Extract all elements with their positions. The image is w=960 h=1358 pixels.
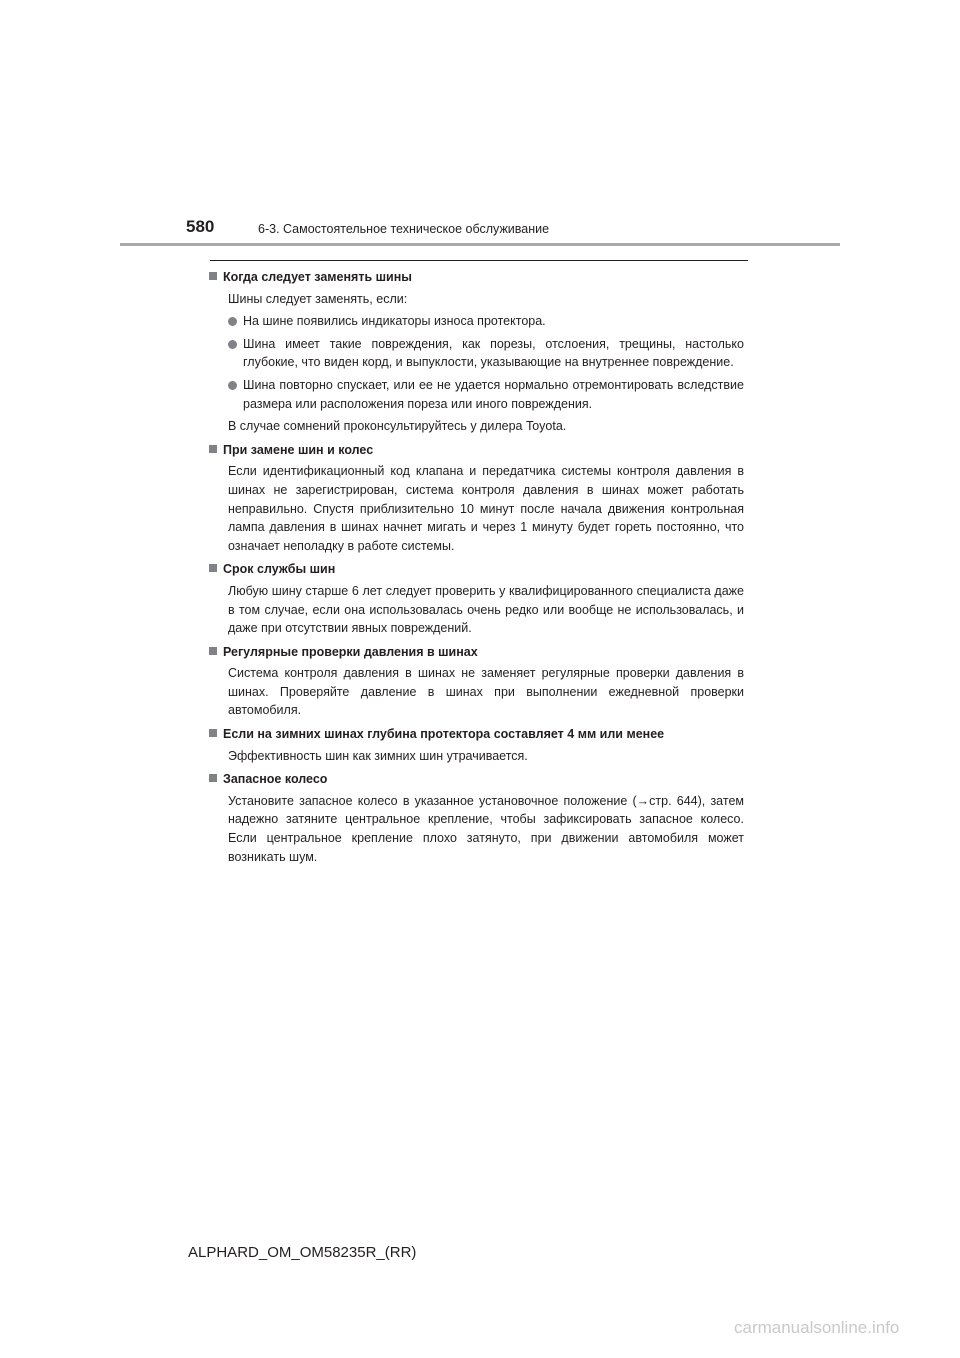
section-body: Любую шину старше 6 лет следует проверить у квалифицированного специалиста даже в том случае, если она использовалась очень редко или вообще не использовалась, и даже при отсутствии явных повреждений. xyxy=(228,583,744,636)
square-bullet-icon xyxy=(209,774,217,782)
section-heading xyxy=(209,643,744,662)
section-heading xyxy=(209,770,744,789)
round-bullet-icon xyxy=(228,317,237,326)
square-bullet-icon xyxy=(209,564,217,572)
list-item-text: На шине появились индикаторы износа протектора. xyxy=(243,314,546,329)
section-body: Система контроля давления в шинах не заменяет регулярные проверки давления в шинах. Проверяйте давление в шинах при выполнении ежедневной проверки автомобиля. xyxy=(228,666,744,718)
section-tire-replacement xyxy=(209,268,744,436)
list-item xyxy=(228,335,744,372)
round-bullet-icon xyxy=(228,340,237,349)
header-divider xyxy=(120,243,840,246)
watermark: carmanualsonline.info xyxy=(734,1318,900,1337)
section-spare-wheel xyxy=(209,770,744,866)
section-heading xyxy=(209,441,744,460)
list-item-text: Шина повторно спускает, или ее не удается нормально отремонтировать вследствие размера или расположения пореза или иного повреждения. xyxy=(243,377,744,411)
section-body: Если идентификационный код клапана и передатчика системы контроля давления в шинах не зарегистрирован, система контроля давления в шинах может работать неправильно. Спустя приблизительно 10 минут после начала движения контрольная лампа давления в шинах начнет мигать и через 1 минуту будет гореть постоянно, что означает неполадку в работе системы. xyxy=(228,464,744,553)
section-tire-wheel-change xyxy=(209,441,744,556)
section-intro: Шины следует заменять, если: xyxy=(228,291,408,306)
section-heading-text: При замене шин и колес xyxy=(223,442,374,457)
section-heading-text: Запасное колесо xyxy=(223,772,328,787)
section-pressure-checks xyxy=(209,643,744,720)
section-heading xyxy=(209,268,744,287)
section-heading-text: Срок службы шин xyxy=(223,562,336,577)
document-code: ALPHARD_OM_OM58235R_(RR) xyxy=(188,1244,417,1261)
section-body: Установите запасное колесо в указанное установочное положение (→стр. 644), затем надежно затяните центральное крепление, чтобы зафиксировать запасное колесо. Если центральное крепление плохо затянуто, при движении автомобиля может возникать шум. xyxy=(228,793,744,864)
section-outro: В случае сомнений проконсультируйтесь у дилера Toyota. xyxy=(228,419,567,434)
section-heading xyxy=(209,725,744,744)
content-top-rule xyxy=(210,260,748,261)
round-bullet-icon xyxy=(228,381,237,390)
list-item xyxy=(228,376,744,413)
square-bullet-icon xyxy=(209,729,217,737)
list-item xyxy=(228,312,744,331)
section-heading-text: Регулярные проверки давления в шинах xyxy=(223,644,478,659)
square-bullet-icon xyxy=(209,272,217,280)
page-content xyxy=(209,268,744,871)
section-heading xyxy=(209,560,744,579)
square-bullet-icon xyxy=(209,647,217,655)
section-body: Эффективность шин как зимних шин утрачивается. xyxy=(228,748,528,763)
section-winter-tires xyxy=(209,725,744,765)
page-number: 580 xyxy=(186,217,215,236)
section-tire-life xyxy=(209,560,744,637)
section-heading-text: Когда следует заменять шины xyxy=(223,270,412,284)
section-heading-text: Если на зимних шинах глубина протектора составляет 4 мм или менее xyxy=(223,727,665,742)
square-bullet-icon xyxy=(209,445,217,453)
chapter-title: 6-3. Самостоятельное техническое обслуживание xyxy=(258,222,550,236)
list-item-text: Шина имеет такие повреждения, как порезы, отслоения, трещины, настолько глубокие, что виден корд, и выпуклости, указывающие на внутреннее повреждение. xyxy=(243,336,744,370)
